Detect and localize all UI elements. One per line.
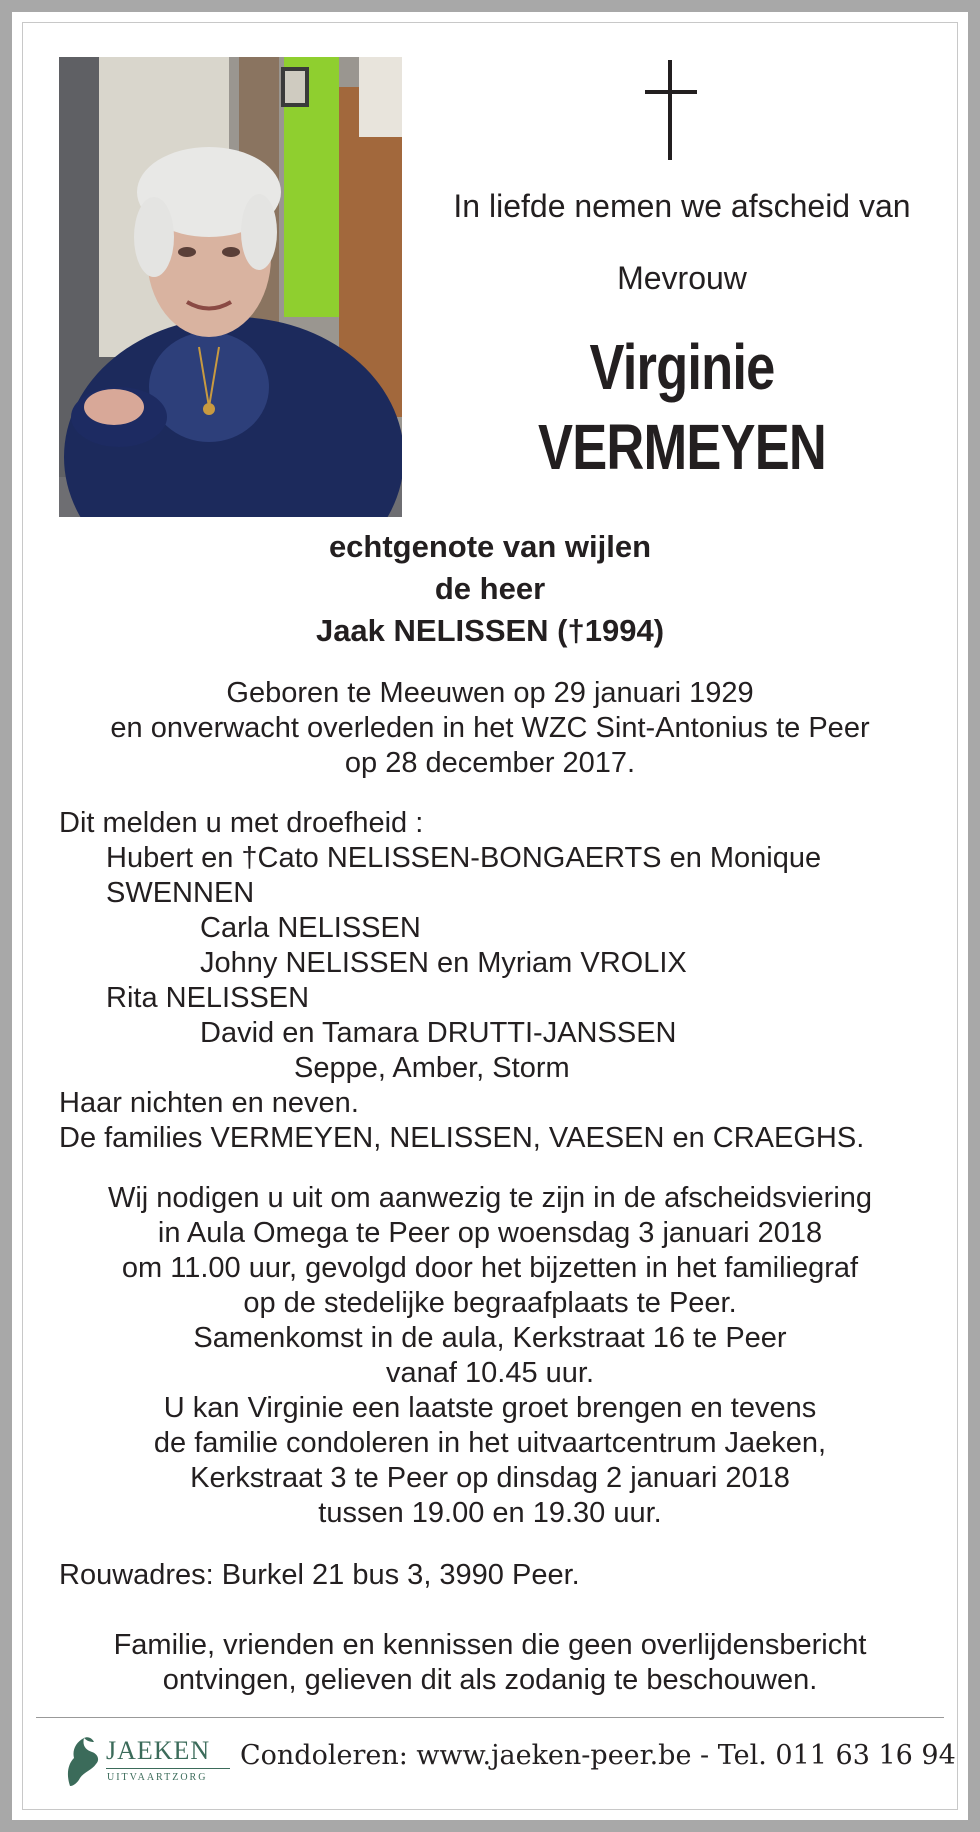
death-line: en onverwacht overleden in het WZC Sint-Antonius te Peer [110, 712, 870, 744]
deceased-last-name: VERMEYEN [538, 411, 826, 483]
deceased-first-name: Virginie [589, 331, 775, 403]
footer-divider [36, 1717, 944, 1718]
nieces-line: Haar nichten en neven. [59, 1087, 359, 1119]
cross-icon [642, 60, 700, 160]
mourner-line: David en Tamara DRUTTI-JANSSEN [200, 1017, 677, 1049]
dove-icon [62, 1734, 102, 1790]
mourner-line: Seppe, Amber, Storm [294, 1052, 570, 1084]
logo-underline [106, 1768, 230, 1769]
logo-subtitle: UITVAARTZORG [107, 1772, 208, 1783]
portrait-photo [59, 57, 402, 517]
birth-line: Geboren te Meeuwen op 29 januari 1929 [226, 677, 754, 709]
ceremony-line: om 11.00 uur, gevolgd door het bijzetten in het familiegraf [121, 1252, 859, 1284]
condolence-contact[interactable]: Condoleren: www.jaeken-peer.be - Tel. 011 63 16 94 [240, 1740, 956, 1771]
mourners-heading: Dit melden u met droefheid : [59, 807, 424, 839]
ceremony-line: op de stedelijke begraafplaats te Peer. [243, 1287, 737, 1319]
ceremony-line: vanaf 10.45 uur. [386, 1357, 594, 1389]
death-date-line: op 28 december 2017. [344, 747, 636, 779]
ceremony-line: Wij nodigen u uit om aanwezig te zijn in de afscheidsviering [107, 1182, 873, 1214]
mourning-address: Rouwadres: Burkel 21 bus 3, 3990 Peer. [59, 1559, 580, 1591]
logo-name: JAEKEN [106, 1736, 211, 1765]
ceremony-line: Samenkomst in de aula, Kerkstraat 16 te Peer [193, 1322, 787, 1354]
mourner-line: Rita NELISSEN [106, 982, 310, 1014]
ceremony-line: de familie condoleren in het uitvaartcentrum Jaeken, [153, 1427, 827, 1459]
ceremony-line: in Aula Omega te Peer op woensdag 3 januari 2018 [157, 1217, 823, 1249]
mourner-line: Carla NELISSEN [200, 912, 421, 944]
spouse-line-1: echtgenote van wijlen [328, 529, 652, 564]
mourner-line: Johny NELISSEN en Myriam VROLIX [200, 947, 687, 979]
mourner-line: SWENNEN [106, 877, 255, 909]
notice-line: Familie, vrienden en kennissen die geen overlijdensbericht [113, 1629, 867, 1661]
families-line: De families VERMEYEN, NELISSEN, VAESEN en CRAEGHS. [59, 1122, 865, 1154]
funeral-home-logo [62, 1734, 237, 1792]
spouse-line-2: de heer [434, 571, 546, 606]
ceremony-line: U kan Virginie een laatste groet brengen en tevens [163, 1392, 817, 1424]
mourner-line: Hubert en †Cato NELISSEN-BONGAERTS en Monique [106, 842, 822, 874]
honorific: Mevrouw [617, 260, 747, 296]
intro-text: In liefde nemen we afscheid van [453, 188, 911, 224]
portrait-illustration [59, 57, 402, 517]
spouse-line-3: Jaak NELISSEN (†1994) [315, 613, 665, 648]
ceremony-line: tussen 19.00 en 19.30 uur. [318, 1497, 662, 1529]
ceremony-line: Kerkstraat 3 te Peer op dinsdag 2 januari 2018 [190, 1462, 790, 1494]
notice-line: ontvingen, gelieven dit als zodanig te beschouwen. [162, 1664, 818, 1696]
obituary-card [12, 12, 968, 1820]
